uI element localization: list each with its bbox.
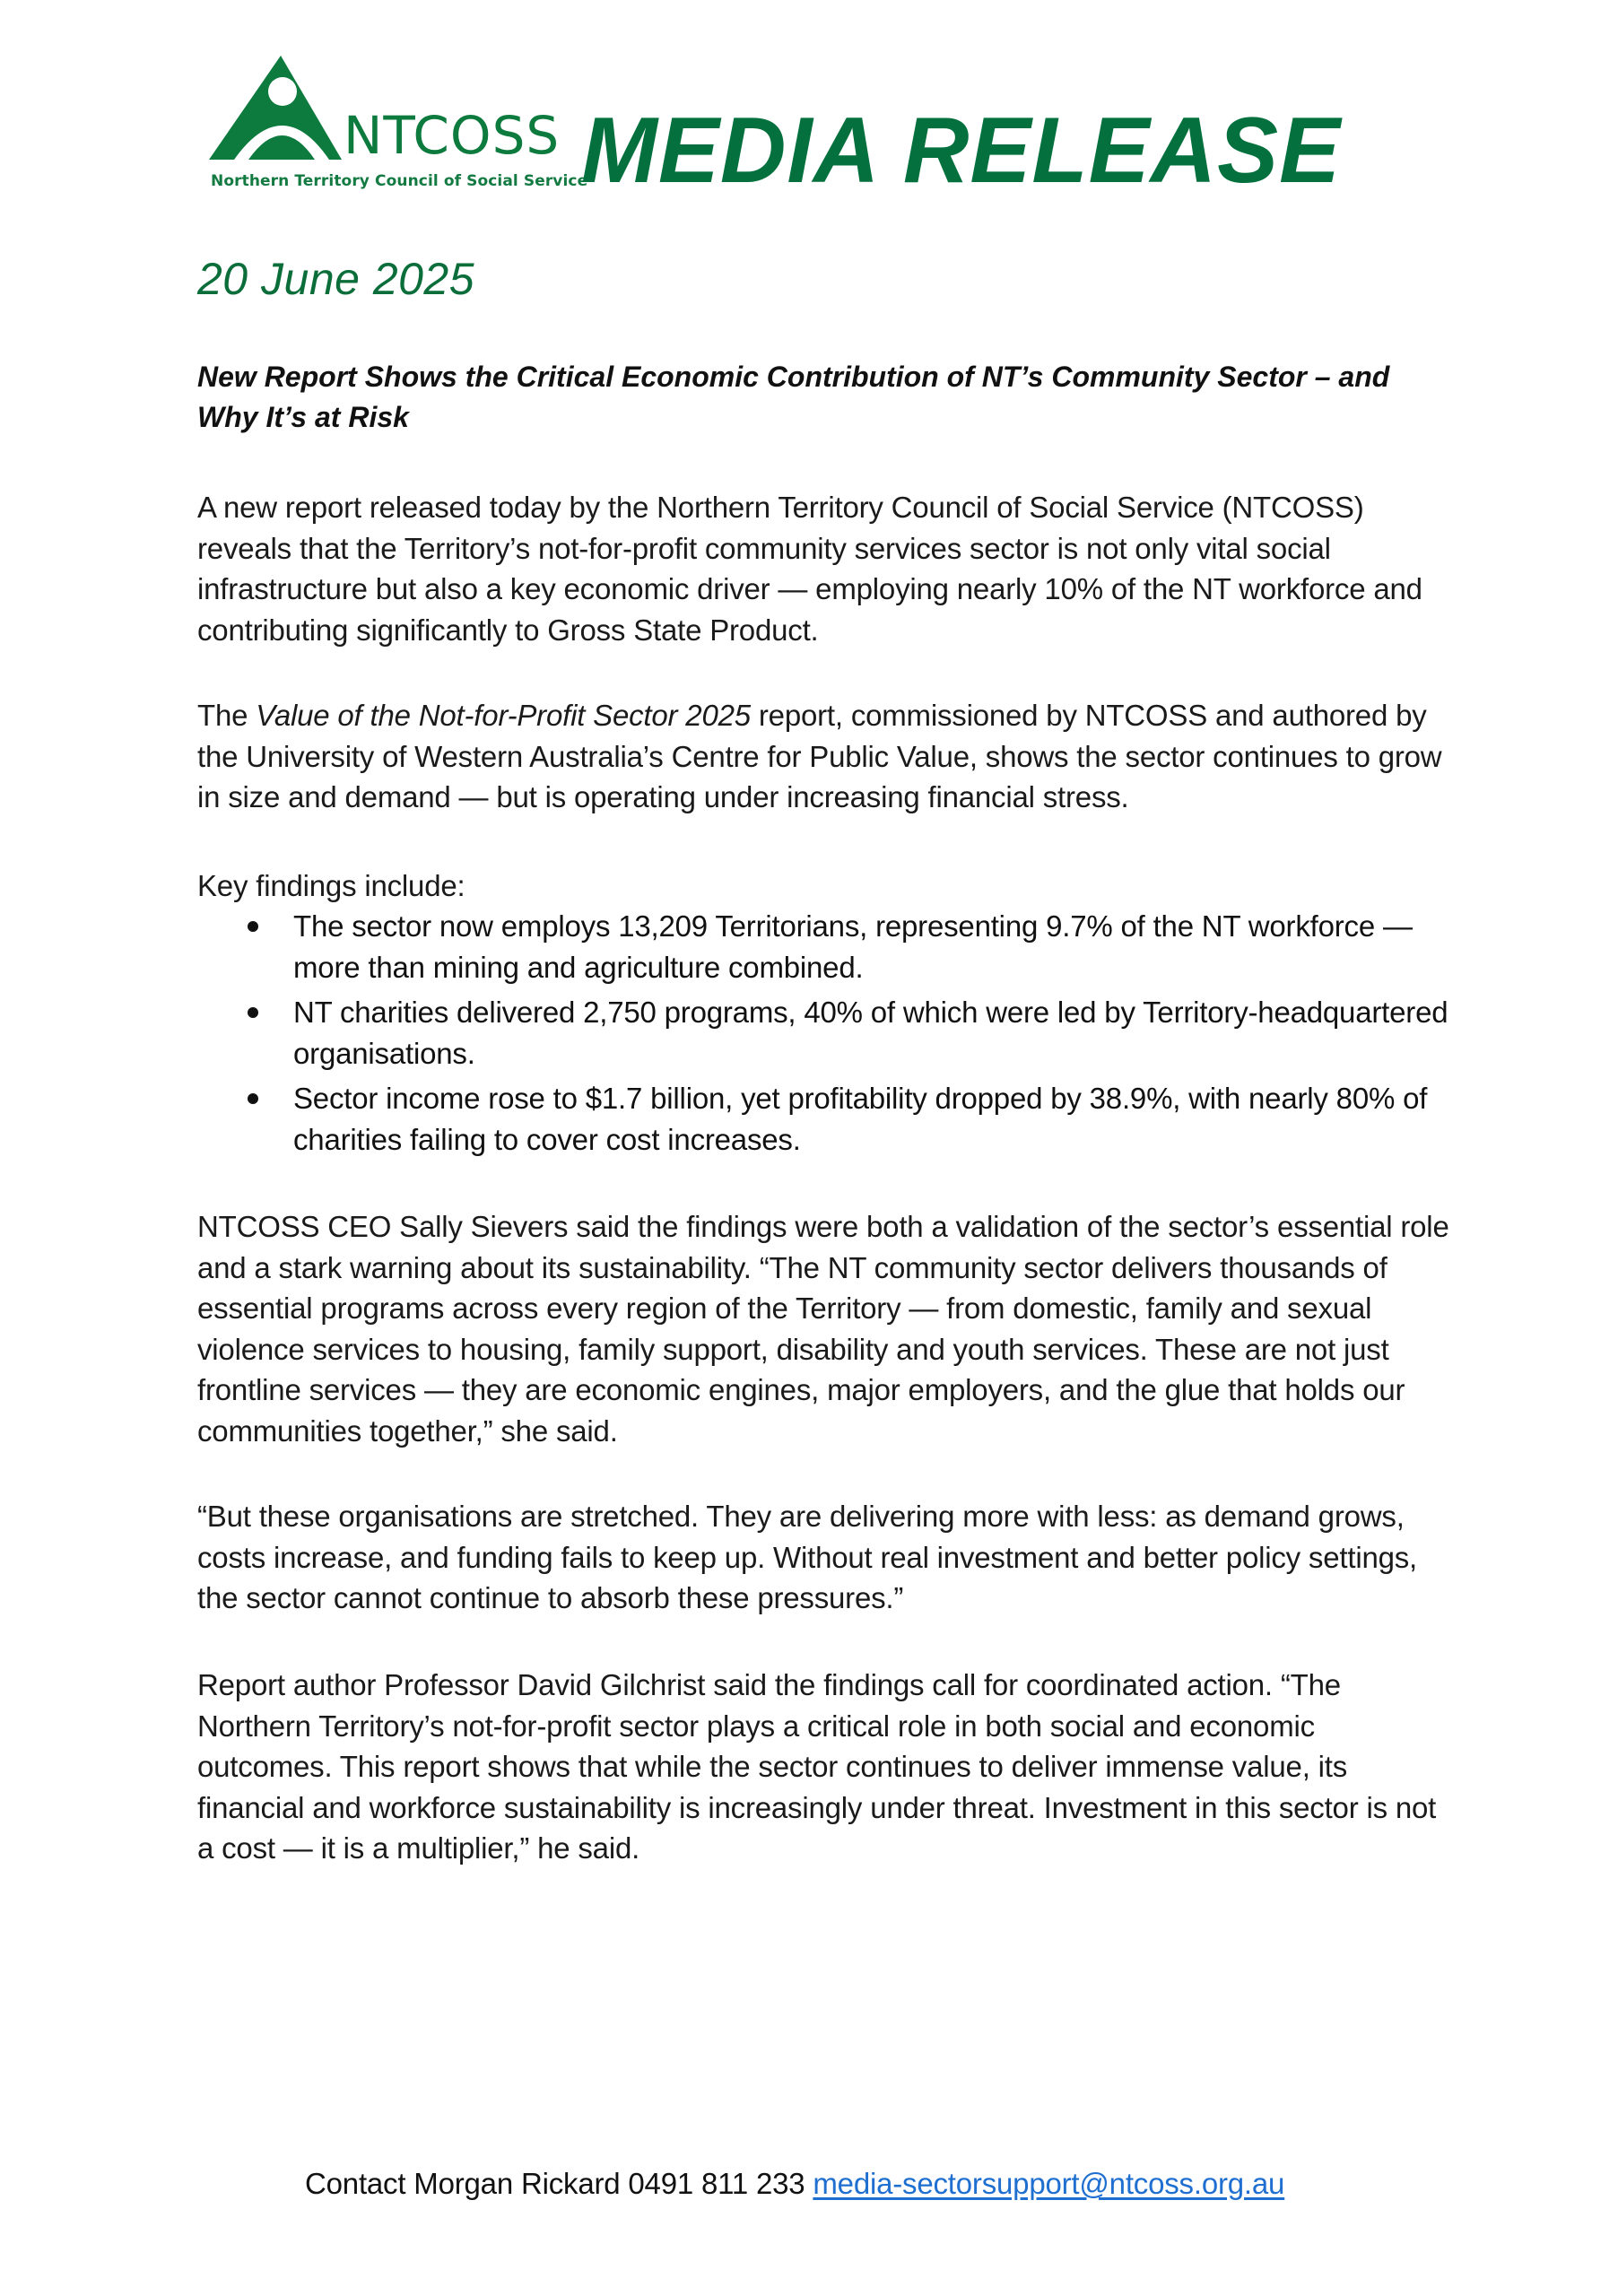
finding-item <box>197 992 1453 1074</box>
release-date: 20 June 2025 <box>197 254 475 304</box>
masthead-title: MEDIA RELEASE <box>581 99 1342 203</box>
bullet-icon <box>248 1093 258 1104</box>
report-paragraph <box>197 695 1453 818</box>
author-quote-paragraph: Report author Professor David Gilchrist said the findings call for coordinated action. “The Northern Territory’s not-for-profit sector plays a critical role in both social and economic outcomes. This report shows that while the sector continues to deliver immense value, its financial and workforce sustainability is increasingly under threat. Investment in this sector is not a cost — it is a multiplier,” he said. <box>197 1668 1437 1865</box>
finding-text: The sector now employs 13,209 Territorians, representing 9.7% of the NT workforce — more than mining and agriculture combined. <box>293 909 1413 984</box>
contact-email-link[interactable]: media-sectorsupport@ntcoss.org.au <box>813 2167 1285 2200</box>
report-prefix: The <box>197 699 257 732</box>
key-findings-list <box>197 906 1453 1164</box>
finding-item <box>197 906 1453 987</box>
bullet-icon <box>248 921 258 932</box>
logo-subtitle: Northern Territory Council of Social Service <box>211 172 588 190</box>
contact-footer <box>305 2163 1284 2204</box>
logo-wordmark: NTCOSS <box>344 105 561 166</box>
findings-intro: Key findings include: <box>197 869 465 902</box>
contact-text: Contact Morgan Rickard 0491 811 233 <box>305 2167 813 2200</box>
ntcoss-logo <box>209 54 588 197</box>
report-suffix: report, commissioned by NTCOSS and authored by the University of Western Australia’s Centre for Public Value, shows the sector continues to grow in size and demand — but is operating under increasing financial stress. <box>197 699 1442 813</box>
intro-paragraph: A new report released today by the Northern Territory Council of Social Service (NTCOSS) reveals that the Territory’s not-for-profit community services sector is not only vital social infrastructure but also a key economic driver — employing nearly 10% of the NT workforce and contributing significantly to Gross State Product. <box>197 491 1422 647</box>
finding-text: Sector income rose to $1.7 billion, yet profitability dropped by 38.9%, with nearly 80% of charities failing to cover cost increases. <box>293 1082 1428 1156</box>
report-title: Value of the Not-for-Profit Sector 2025 <box>256 699 751 732</box>
finding-item <box>197 1078 1453 1160</box>
ceo-quote-paragraph: NTCOSS CEO Sally Sievers said the findings were both a validation of the sector’s essential role and a stark warning about its sustainability. “The NT community sector delivers thousands of essential programs across every region of the Territory — from domestic, family and sexual violence services to housing, family support, disability and youth services. These are not just frontline services — they are economic engines, major employers, and the glue that holds our communities together,” she said. <box>197 1210 1449 1448</box>
release-headline: New Report Shows the Critical Economic Contribution of NT’s Community Sector – and Why It’s at Risk <box>197 361 1390 433</box>
bullet-icon <box>248 1007 258 1018</box>
stretched-quote-paragraph: “But these organisations are stretched. They are delivering more with less: as demand grows, costs increase, and funding fails to keep up. Without real investment and better policy settings, the sector cannot continue to absorb these pressures.” <box>197 1500 1418 1614</box>
ntcoss-triangle-person-icon <box>209 54 352 163</box>
finding-text: NT charities delivered 2,750 programs, 40% of which were led by Territory-headquartered organisations. <box>293 996 1448 1070</box>
